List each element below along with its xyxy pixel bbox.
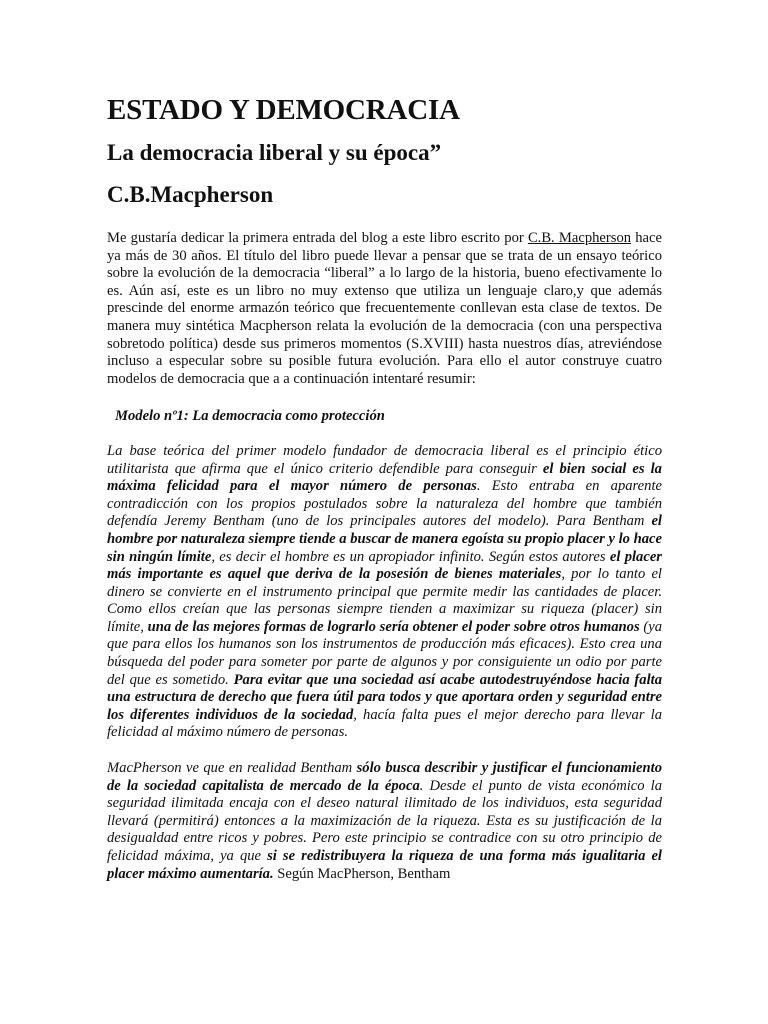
document-page: [107, 92, 662, 883]
text-span: (ya que para ellos los humanos son los instrumentos de producción más eficaces). Esto crea una búsqueda del poder para someter por parte de algunos y por consiguiente un odio por parte del que es sometido.: [107, 618, 662, 688]
text-span: . Esto entraba en aparente contradicción con los propios postulados sobre la naturaleza del hombre que también defendía Jeremy Bentham (uno de los principales autores del modelo). Para Bentham: [107, 478, 662, 530]
model-1-paragraph-2: [107, 760, 662, 883]
text-span: , por lo tanto el dinero se convierte en el instrumento principal que permite medir las cantidades de placer. Como ellos creían que las personas siempre tienden a maximizar su riqueza (placer) sin límite,: [107, 566, 662, 635]
bold-text: el placer más importante es aquel que deriva de la posesión de bienes materiales: [107, 548, 662, 583]
intro-text-start: Me gustaría dedicar la primera entrada del blog a este libro escrito por: [107, 230, 528, 246]
text-span: La base teórica del primer modelo fundador de democracia liberal es el principio ético utilitarista que afirma que el único criterio defendible para conseguir: [107, 442, 662, 477]
intro-text-rest: hace ya más de 30 años. El título del libro puede llevar a pensar que se trata de un ensayo teórico sobre la evolución de la democracia “liberal” a lo largo de la historia, bueno efectivamente lo es. Aún así, este es un libro no muy extenso que utiliza un lenguaje claro,y que además prescinde del enorme armazón teórico que frecuentemente conllevan esta clase de textos. De manera muy sintética Macpherson relata la evolución de la democracia (con una perspectiva sobretodo política) desde sus primeros momentos (S.XVIII) hasta nuestros días, atreviéndose incluso a especular sobre su posible futura evolución. Para ello el autor construye cuatro modelos de democracia que a a continuación intentaré resumir:: [107, 230, 662, 387]
bold-text: el bien social es la máxima felicidad para el mayor número de personas: [107, 460, 662, 495]
text-span: . Desde el punto de vista económico la seguridad ilimitada encaja con el deseo natural ilimitado de los individuos, esta seguridad llevará (permitirá) entonces a la maximización de la riqueza. Esta es su justificación de la desigualdad entre ricos y pobres. Pero este principio se contradice con su otro principio de felicidad máxima, ya que: [107, 777, 662, 864]
bold-text: sólo busca describir y justificar el funcionamiento de la sociedad capitalista de mercado de la época: [107, 760, 662, 794]
text-span: , es decir el hombre es un apropiador infinito. Según estos autores: [211, 548, 610, 565]
section-heading-model-1: Modelo nº1: La democracia como protección: [115, 408, 385, 425]
intro-paragraph: [107, 230, 662, 388]
bold-text: Para evitar que una sociedad así acabe autodestruyéndose hacia falta una estructura de derecho que fuera útil para todos y que aportara orden y seguridad entre los diferentes individuos de la sociedad: [107, 671, 662, 723]
text-span: MacPherson ve que en realidad Bentham: [107, 760, 357, 777]
bold-text: una de las mejores formas de lograrlo sería obtener el poder sobre otros humanos: [147, 618, 640, 635]
document-title: ESTADO Y DEMOCRACIA: [107, 94, 460, 126]
author-name: C.B.Macpherson: [107, 182, 274, 207]
text-span: , hacía falta pues el mejor derecho para llevar la felicidad al máximo número de personas.: [107, 706, 662, 741]
bold-text: si se redistribuyera la riqueza de una forma más igualitaria el placer máximo aumentaría.: [107, 848, 662, 882]
model-1-paragraph-1: [107, 443, 662, 742]
bold-text: el hombre por naturaleza siempre tiende a buscar de manera egoísta su propio placer y lo hace sin ningún límite: [107, 513, 662, 565]
text-span: Según MacPherson, Bentham: [273, 865, 451, 882]
author-link[interactable]: C.B. Macpherson: [527, 230, 632, 246]
document-subtitle: La democracia liberal y su época”: [107, 140, 442, 165]
